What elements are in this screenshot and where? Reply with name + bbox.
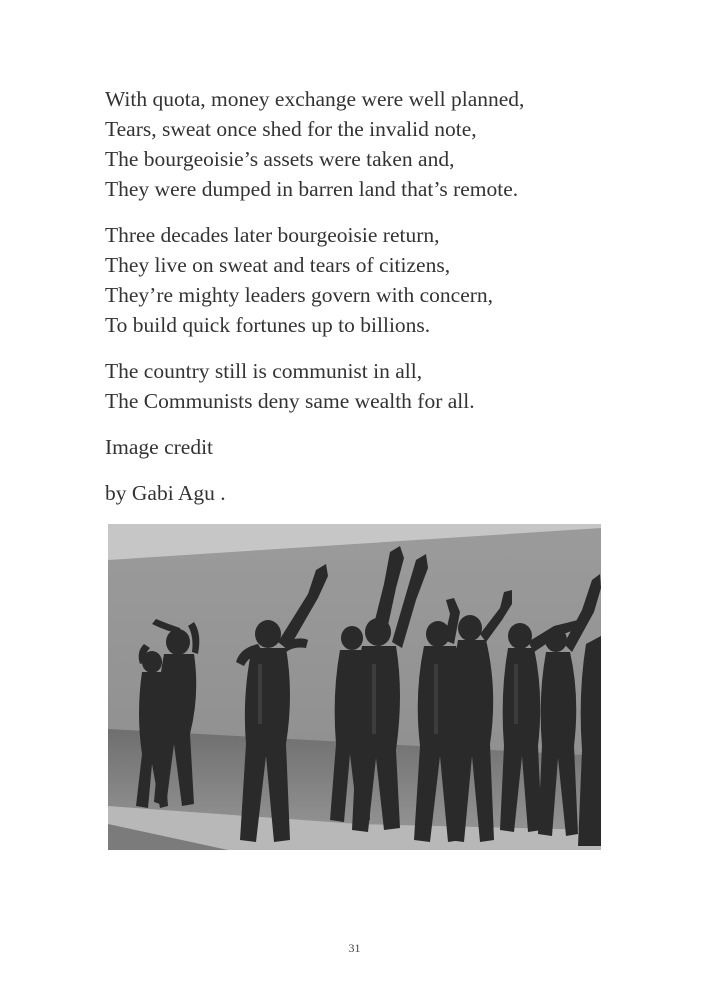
- stanza-1: [105, 84, 645, 204]
- poem-line: Three decades later bourgeoisie return,: [105, 223, 440, 247]
- stanza-2: [105, 220, 645, 340]
- poem-line: The bourgeoisie’s assets were taken and,: [105, 147, 455, 171]
- image-credit-label: Image credit: [105, 435, 214, 459]
- poem-line: With quota, money exchange were well planned,: [105, 87, 525, 111]
- poem-line: To build quick fortunes up to billions.: [105, 313, 431, 337]
- poem: [105, 84, 645, 524]
- poem-line: The country still is communist in all,: [105, 359, 423, 383]
- page-number: 31: [348, 941, 361, 955]
- image-credit-byline: by Gabi Agu .: [105, 481, 226, 505]
- poem-line: They were dumped in barren land that’s remote.: [105, 177, 519, 201]
- sculpture-photo: [108, 524, 601, 850]
- poem-line: They’re mighty leaders govern with concern,: [105, 283, 494, 307]
- poem-line: They live on sweat and tears of citizens,: [105, 253, 451, 277]
- poem-line: The Communists deny same wealth for all.: [105, 389, 475, 413]
- stanza-3: [105, 356, 645, 416]
- poem-line: Tears, sweat once shed for the invalid note,: [105, 117, 477, 141]
- sculpture-photo-image: [108, 524, 601, 850]
